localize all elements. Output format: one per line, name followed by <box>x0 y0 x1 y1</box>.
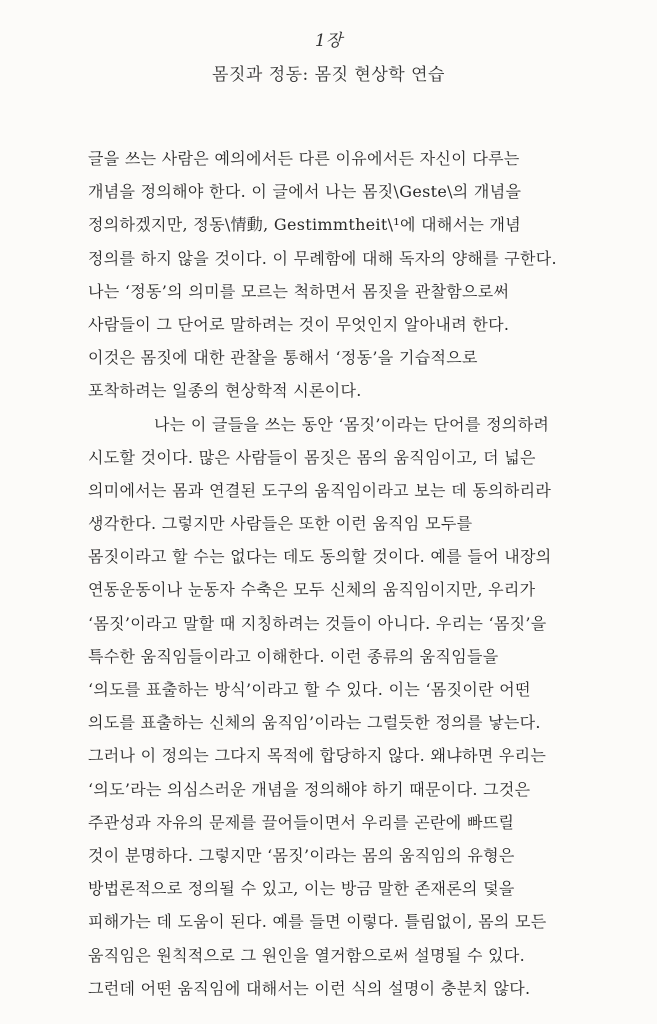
paragraph-2-line: 그러나 이 정의는 그다지 목적에 합당하지 않다. 왜냐하면 우리는 <box>88 746 547 766</box>
paragraph-1-line: 글을 쓰는 사람은 예의에서든 다른 이유에서든 자신이 다루는 <box>88 149 520 168</box>
paragraph-2-line: 나는 이 글들을 쓰는 동안 ‘몸짓’이라는 단어를 정의하려 <box>154 414 550 434</box>
paragraph-2-line: 연동운동이나 눈동자 수축은 모두 신체의 움직임이지만, 우리가 <box>88 580 536 600</box>
paragraph-2-line: 방법론적으로 정의될 수 있고, 이는 방금 말한 존재론의 덫을 <box>88 879 515 899</box>
paragraph-2-line: 몸짓이라고 할 수는 없다는 데도 동의할 것이다. 예를 들어 내장의 <box>88 547 552 567</box>
paragraph-1-line: 포착하려는 일종의 현상학적 시론이다. <box>88 381 362 401</box>
paragraph-1-line: 정의하겠지만, 정동\情動, Gestimmtheit\¹에 대해서는 개념 <box>88 215 522 235</box>
paragraph-2-line: 생각한다. 그렇지만 사람들은 또한 이런 움직임 모두를 <box>88 514 473 534</box>
paragraph-2-line: 특수한 움직임들이라고 이해한다. 이런 종류의 움직임들을 <box>88 646 499 666</box>
paragraph-1-line: 이것은 몸짓에 대한 관찰을 통해서 ‘정동’을 기습적으로 <box>88 348 478 368</box>
paragraph-1-line: 정의를 하지 않을 것이다. 이 무례함에 대해 독자의 양해를 구한다. <box>88 248 557 268</box>
paragraph-2-line: ‘의도’라는 의심스러운 개념을 정의해야 하기 때문이다. 그것은 <box>88 779 531 799</box>
paragraph-2-line: 피해가는 데 도움이 된다. 예를 들면 이렇다. 틀림없이, 몸의 모든 <box>88 912 547 932</box>
paragraph-1-line: 나는 ‘정동’의 의미를 모르는 척하면서 몸짓을 관찰함으로써 <box>88 281 510 301</box>
chapter-number: 1장 <box>314 31 343 51</box>
paragraph-2-line: 것이 분명하다. 그렇지만 ‘몸짓’이라는 몸의 움직임의 유형은 <box>88 845 515 865</box>
chapter-title: 몸짓과 정동: 몸짓 현상학 연습 <box>212 65 445 85</box>
paragraph-2-line: ‘몸짓’이라고 말할 때 지칭하려는 것들이 아니다. 우리는 ‘몸짓’을 <box>88 613 547 633</box>
paragraph-1-line: 사람들이 그 단어로 말하려는 것이 무엇인지 알아내려 한다. <box>88 314 510 334</box>
paragraph-2-line: 그런데 어떤 움직임에 대해서는 이런 식의 설명이 충분치 않다. <box>88 978 531 998</box>
paragraph-2-line: 시도할 것이다. 많은 사람들이 몸짓은 몸의 움직임이고, 더 넓은 <box>88 447 536 467</box>
paragraph-2-line: 의도를 표출하는 신체의 움직임’이라는 그럴듯한 정의를 낳는다. <box>88 713 541 733</box>
body-text <box>88 142 628 1005</box>
paragraph-2-line: 주관성과 자유의 문제를 끌어들이면서 우리를 곤란에 빠뜨릴 <box>88 812 515 832</box>
paragraph-2-line: 움직임은 원칙적으로 그 원인을 열거함으로써 설명될 수 있다. <box>88 945 525 965</box>
paragraph-1-line: 개념을 정의해야 한다. 이 글에서 나는 몸짓\Geste\의 개념을 <box>88 182 522 202</box>
paragraph-2-line: ‘의도를 표출하는 방식’이라고 할 수 있다. 이는 ‘몸짓이란 어떤 <box>88 680 531 699</box>
paragraph-2-line: 의미에서는 몸과 연결된 도구의 움직임이라고 보는 데 동의하리라 <box>88 480 552 500</box>
